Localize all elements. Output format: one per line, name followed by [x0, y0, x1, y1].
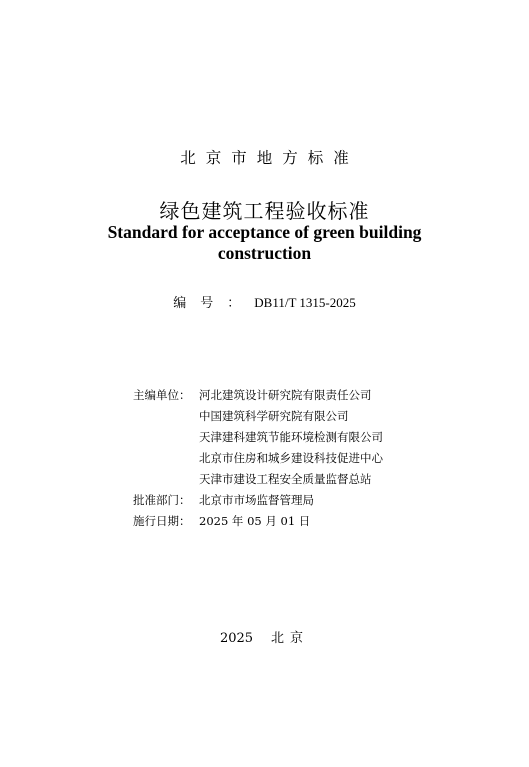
- approval-value: 北京市市场监督管理局: [199, 493, 314, 507]
- chief-editor-item: 北京市住房和城乡建设科技促进中心: [199, 451, 383, 465]
- title-english-line-2: construction: [217, 243, 312, 263]
- title-chinese: 绿色建筑工程验收标准: [159, 199, 370, 223]
- standard-number: [0, 292, 529, 311]
- chief-editor-item: 河北建筑设计研究院有限责任公司: [199, 388, 372, 402]
- publication-footer: [0, 627, 529, 646]
- title-english: [90, 222, 439, 264]
- approval-label: 批准部门：: [133, 493, 191, 507]
- chief-editor-row: [133, 385, 463, 490]
- chief-editor-list: [199, 385, 383, 490]
- footer-city: 北京: [271, 631, 310, 646]
- chief-editor-item: 天津市建设工程安全质量监督总站: [199, 472, 372, 486]
- standard-number-value: DB11/T 1315-2025: [254, 295, 356, 310]
- chief-editor-item: 天津建科建筑节能环境检测有限公司: [199, 430, 383, 444]
- footer-year: 2025: [219, 631, 254, 646]
- effective-date-value: 2025 年 05 月 01 日: [199, 514, 311, 528]
- standard-number-label: 编号：: [173, 295, 255, 310]
- approval-row: [133, 490, 463, 511]
- effective-date-label: 施行日期：: [133, 514, 191, 528]
- publication-info: [133, 385, 463, 532]
- title-english-line-1: Standard for acceptance of green building: [107, 222, 422, 242]
- issuer-heading: 北京市地方标准: [180, 149, 359, 167]
- effective-date-row: [133, 511, 463, 532]
- chief-editor-item: 中国建筑科学研究院有限公司: [199, 409, 349, 423]
- chief-editor-label: 主编单位：: [133, 388, 191, 402]
